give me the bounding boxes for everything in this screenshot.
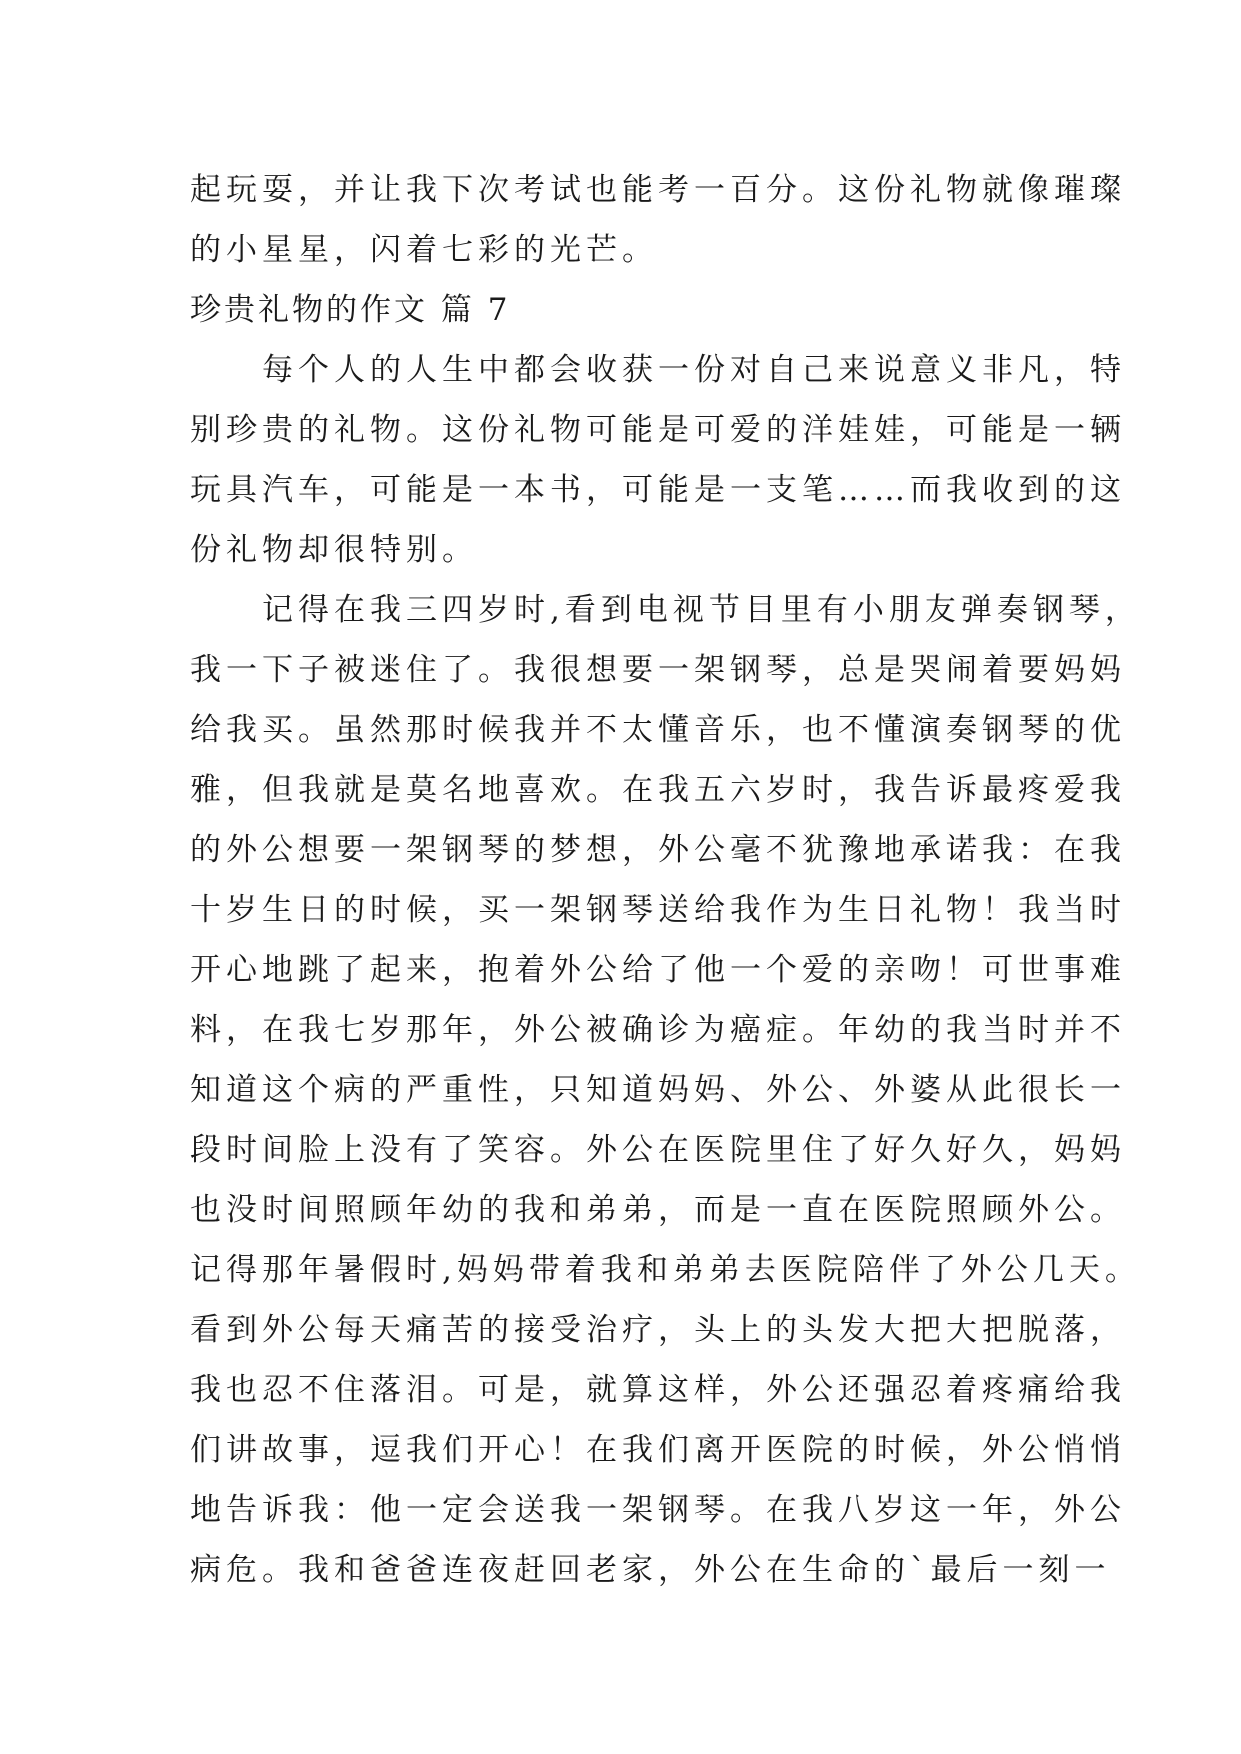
text-line: 开心地跳了起来，抱着外公给了他一个爱的亲吻！可世事难 [190,952,1126,988]
section-heading: 珍贵礼物的作文 篇 7 [190,292,511,328]
text-line: 给我买。虽然那时候我并不太懂音乐，也不懂演奏钢琴的优 [190,712,1126,748]
text-line: 的外公想要一架钢琴的梦想，外公毫不犹豫地承诺我：在我 [190,832,1126,868]
text-line: 十岁生日的时候，买一架钢琴送给我作为生日礼物！我当时 [190,892,1126,928]
essay-body [190,160,1141,1600]
text-line: 起玩耍，并让我下次考试也能考一百分。这份礼物就像璀璨 [190,172,1126,208]
text-line: 段时间脸上没有了笑容。外公在医院里住了好久好久，妈妈 [190,1132,1126,1168]
text-line: 的小星星，闪着七彩的光芒。 [190,232,658,268]
text-line: 病危。我和爸爸连夜赶回老家，外公在生命的`最后一刻一 [190,1552,1111,1588]
text-line: 我一下子被迷住了。我很想要一架钢琴，总是哭闹着要妈妈 [190,652,1126,688]
text-line: 料，在我七岁那年，外公被确诊为癌症。年幼的我当时并不 [190,1012,1126,1048]
text-line: 地告诉我：他一定会送我一架钢琴。在我八岁这一年，外公 [190,1492,1126,1528]
text-line: 记得在我三四岁时,看到电视节目里有小朋友弹奏钢琴， [190,592,1141,628]
text-line: 看到外公每天痛苦的接受治疗，头上的头发大把大把脱落， [190,1312,1126,1348]
text-line: 记得那年暑假时,妈妈带着我和弟弟去医院陪伴了外公几天。 [190,1252,1141,1288]
text-line: 别珍贵的礼物。这份礼物可能是可爱的洋娃娃，可能是一辆 [190,412,1126,448]
text-line: 知道这个病的严重性，只知道妈妈、外公、外婆从此很长一 [190,1072,1126,1108]
text-line: 也没时间照顾年幼的我和弟弟，而是一直在医院照顾外公。 [190,1192,1126,1228]
text-line: 玩具汽车，可能是一本书，可能是一支笔……而我收到的这 [190,472,1126,508]
text-line: 们讲故事，逗我们开心！在我们离开医院的时候，外公悄悄 [190,1432,1126,1468]
text-line: 我也忍不住落泪。可是，就算这样，外公还强忍着疼痛给我 [190,1372,1126,1408]
text-line: 雅，但我就是莫名地喜欢。在我五六岁时，我告诉最疼爱我 [190,772,1126,808]
text-line: 份礼物却很特别。 [190,532,478,568]
text-line: 每个人的人生中都会收获一份对自己来说意义非凡，特 [190,352,1126,388]
